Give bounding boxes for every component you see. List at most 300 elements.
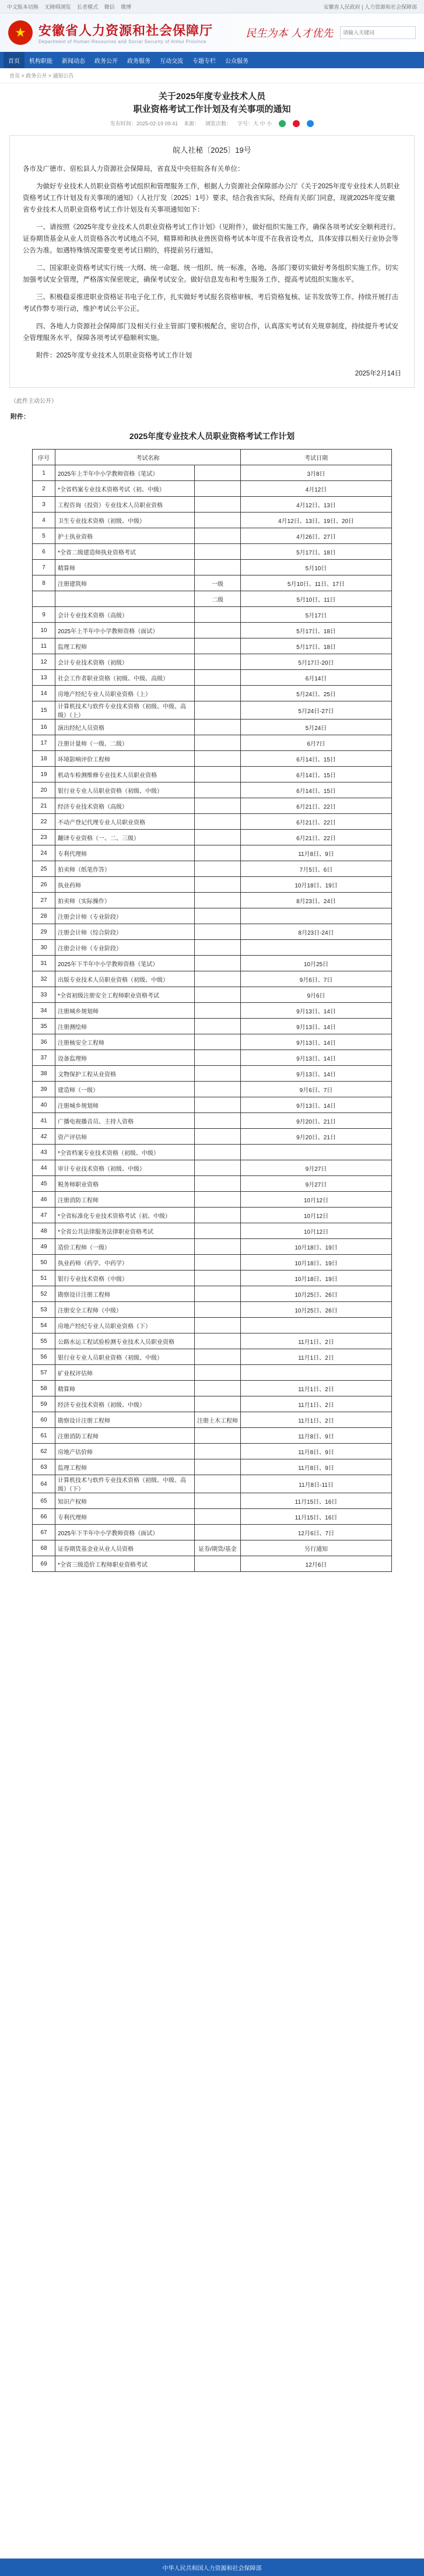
table-row (33, 497, 392, 513)
view-count: 浏览次数： (205, 121, 232, 127)
table-row (33, 1255, 392, 1271)
exam-date: 5月17日-20日 (241, 654, 392, 670)
row-number: 60 (33, 1412, 55, 1428)
exam-date: 9月20日、21日 (241, 1113, 392, 1129)
exam-name: 文物保护工程从业资格 (55, 1066, 195, 1082)
exam-sub-name (195, 560, 241, 575)
exam-sub-name (195, 1019, 241, 1034)
exam-sub-name (195, 845, 241, 861)
row-number: 64 (33, 1475, 55, 1493)
exam-date: 8月23日、24日 (241, 893, 392, 908)
topbar-link[interactable]: 微博 (121, 3, 132, 10)
row-number: 32 (33, 971, 55, 987)
exam-name: 会计专业技术资格（初级） (55, 654, 195, 670)
paragraph: 二、国家职业资格考试实行统一大纲、统一命题、统一组织、统一标准，各地、各部门要切实做好考务组织实施工作。切实加强考试安全管理，严格落实保密规定，确保考试安全。做好信息发布和考生服务工作，提高考试组织实施水平。 (23, 265, 398, 283)
row-number: 10 (33, 623, 55, 638)
exam-date: 11月8日、9日 (241, 1428, 392, 1444)
exam-date (241, 908, 392, 924)
table-row (33, 591, 392, 607)
row-number: 49 (33, 1239, 55, 1255)
row-number: 63 (33, 1459, 55, 1475)
exam-name: 注册消防工程师 (55, 1192, 195, 1208)
table-row (33, 1412, 392, 1428)
exam-sub-name (195, 528, 241, 544)
salutation: 各市及广德市、宿松县人力资源社会保障局，省直及中央驻皖各有关单位： (23, 166, 244, 173)
exam-name: *全省初级注册安全工程师职业资格考试 (55, 987, 195, 1003)
exam-sub-name (195, 987, 241, 1003)
exam-name: 注册核安全工程师 (55, 1034, 195, 1050)
exam-sub-name (195, 1365, 241, 1381)
exam-name: 精算师 (55, 560, 195, 575)
exam-sub-name (195, 877, 241, 893)
exam-date: 9月13日、14日 (241, 1019, 392, 1034)
exam-name: 翻译专业资格（一、二、三级） (55, 830, 195, 845)
exam-name: 注册会计师（综合阶段） (55, 924, 195, 940)
exam-date: 5月24日 (241, 720, 392, 735)
row-number: 42 (33, 1129, 55, 1145)
nav-item-news[interactable]: 新闻动态 (62, 58, 85, 65)
exam-name (55, 591, 195, 607)
exam-name: 计算机技术与软件专业技术资格（初级、中级、高级）（下） (55, 1475, 195, 1493)
exam-date: 11月8日、9日 (241, 845, 392, 861)
row-number: 9 (33, 607, 55, 623)
exam-name: 环境影响评价工程师 (55, 751, 195, 767)
exam-name: 社会工作者职业资格（初级、中级、高级） (55, 670, 195, 686)
table-row (33, 638, 392, 654)
table-row (33, 465, 392, 481)
exam-name: 演出经纪人员资格 (55, 720, 195, 735)
exam-date: 6月7日 (241, 735, 392, 751)
exam-date: 6月14日、15日 (241, 751, 392, 767)
exam-date: 4月26日、27日 (241, 528, 392, 544)
table-row (33, 575, 392, 591)
search-input[interactable] (340, 26, 416, 39)
exam-sub-name (195, 1459, 241, 1475)
exam-name: *全省档案专业技术资格（初级、中级） (55, 1145, 195, 1160)
exam-name: 专利代理师 (55, 845, 195, 861)
exam-sub-name (195, 893, 241, 908)
exam-sub-name (195, 497, 241, 513)
table-row (33, 654, 392, 670)
row-number: 7 (33, 560, 55, 575)
exam-sub-name (195, 1444, 241, 1459)
exam-name: 监理工程师 (55, 638, 195, 654)
topbar-link[interactable]: 微信 (104, 3, 115, 10)
row-number: 37 (33, 1050, 55, 1066)
row-number: 28 (33, 908, 55, 924)
exam-date: 5月10日 (241, 560, 392, 575)
row-number: 2 (33, 481, 55, 497)
exam-name: 税务师职业资格 (55, 1176, 195, 1192)
table-row (33, 1509, 392, 1525)
exam-date: 10月18日、19日 (241, 1271, 392, 1286)
exam-name: 注册会计师（专业阶段） (55, 940, 195, 956)
exam-sub-name (195, 1097, 241, 1113)
exam-date: 4月12日、13日、19日、20日 (241, 513, 392, 528)
article-meta (17, 120, 407, 127)
exam-date: 另行通知 (241, 1540, 392, 1556)
table-row (33, 735, 392, 751)
exam-sub-name (195, 782, 241, 798)
exam-sub-name (195, 1082, 241, 1097)
paragraph: 四、各地人力资源社会保障部门及相关行业主管部门要积极配合，密切合作，认真落实考试有关规章制度，持续提升考试安全管理服务水平，保障各项考试平稳顺利实施。 (23, 323, 398, 342)
document-number: 皖人社秘〔2025〕19号 (173, 146, 251, 155)
exam-name: 房地产经纪专业人员职业资格（上） (55, 686, 195, 701)
qq-share-icon[interactable] (307, 120, 314, 127)
exam-date: 4月12日 (241, 481, 392, 497)
exam-sub-name (195, 767, 241, 782)
exam-name: *全省标准化专业技术资格考试（初、中级） (55, 1208, 195, 1223)
table-row (33, 940, 392, 956)
exam-date: 10月18日、19日 (241, 1255, 392, 1271)
table-row (33, 1428, 392, 1444)
row-number: 30 (33, 940, 55, 956)
exam-sub-name (195, 1525, 241, 1540)
exam-date: 4月12日、13日 (241, 497, 392, 513)
exam-name: 出版专业技术人员职业资格（初级、中级） (55, 971, 195, 987)
exam-date: 7月5日、6日 (241, 861, 392, 877)
table-row (33, 908, 392, 924)
sign-date: 2025年2月14日 (355, 370, 401, 377)
row-number: 45 (33, 1176, 55, 1192)
exam-name: 矿业权评估师 (55, 1365, 195, 1381)
exam-date: 10月18日、19日 (241, 877, 392, 893)
table-row (33, 528, 392, 544)
row-number: 14 (33, 686, 55, 701)
row-number: 36 (33, 1034, 55, 1050)
table-row (33, 1333, 392, 1349)
row-number: 31 (33, 956, 55, 971)
exam-name: 注册测绘师 (55, 1019, 195, 1034)
exam-date (241, 1365, 392, 1381)
table-row (33, 720, 392, 735)
table-row (33, 1129, 392, 1145)
topbar-links (7, 3, 136, 10)
exam-name: 证券期货基金业从业人员资格 (55, 1540, 195, 1556)
exam-sub-name (195, 1493, 241, 1509)
exam-date: 5月24日、25日 (241, 686, 392, 701)
table-row (33, 1444, 392, 1459)
nav-item-topics[interactable]: 专题专栏 (192, 58, 216, 65)
exam-date: 9月6日、7日 (241, 1082, 392, 1097)
table-row (33, 1019, 392, 1034)
exam-sub-name: 证券/期货/基金 (195, 1540, 241, 1556)
row-number: 35 (33, 1019, 55, 1034)
row-number: 5 (33, 528, 55, 544)
wechat-share-icon[interactable] (279, 120, 286, 127)
table-row (33, 1493, 392, 1509)
column-header: 考试名称 (55, 450, 241, 465)
exam-date: 12月6日、7日 (241, 1525, 392, 1540)
attachment-link[interactable]: 附件：2025年度专业技术人员职业资格考试工作计划 (36, 352, 192, 359)
exam-date: 5月10日、11日、17日 (241, 575, 392, 591)
table-row (33, 560, 392, 575)
row-number: 16 (33, 720, 55, 735)
exam-name: 注册计量师（一级、二级） (55, 735, 195, 751)
exam-sub-name (195, 686, 241, 701)
exam-date (241, 940, 392, 956)
exam-name: 经济专业技术资格（高级） (55, 798, 195, 814)
table-row (33, 1050, 392, 1066)
table-row (33, 1396, 392, 1412)
exam-name: 卫生专业技术资格（初级、中级） (55, 513, 195, 528)
row-number: 39 (33, 1082, 55, 1097)
nav-item-interaction[interactable]: 互动交流 (160, 58, 183, 65)
table-row (33, 1365, 392, 1381)
row-number: 48 (33, 1223, 55, 1239)
exam-name: 注册消防工程师 (55, 1428, 195, 1444)
main-nav (0, 52, 424, 68)
article-header (0, 83, 424, 129)
exam-name: 勘察设计注册工程师 (55, 1286, 195, 1302)
exam-name: 银行业专业人员职业资格（初级、中级） (55, 782, 195, 798)
exam-sub-name (195, 720, 241, 735)
exam-name: 2025年上半年中小学教师资格（面试） (55, 623, 195, 638)
exam-date: 11月1日、2日 (241, 1381, 392, 1396)
row-number: 22 (33, 814, 55, 830)
exam-date: 6月21日、22日 (241, 814, 392, 830)
exam-name: *全省二级建造师执业资格考试 (55, 544, 195, 560)
row-number: 26 (33, 877, 55, 893)
exam-sub-name (195, 670, 241, 686)
exam-sub-name (195, 1475, 241, 1493)
exam-sub-name (195, 623, 241, 638)
exam-date: 9月13日、14日 (241, 1097, 392, 1113)
exam-name: 计算机技术与软件专业技术资格（初级、中级、高级）（上） (55, 701, 195, 720)
exam-sub-name (195, 1066, 241, 1082)
article-title-line2: 职业资格考试工作计划及有关事项的通知 (133, 104, 291, 114)
exam-sub-name (195, 654, 241, 670)
row-number: 4 (33, 513, 55, 528)
exam-date: 3月8日 (241, 465, 392, 481)
exam-date: 9月6日、7日 (241, 971, 392, 987)
exam-date: 9月13日、14日 (241, 1050, 392, 1066)
exam-name: 拍卖师（纸笔作答） (55, 861, 195, 877)
exam-name: 2025年下半年中小学教师资格（笔试） (55, 956, 195, 971)
exam-name: 知识产权师 (55, 1493, 195, 1509)
table-row (33, 481, 392, 497)
exam-name: 注册会计师（专业阶段） (55, 908, 195, 924)
exam-sub-name (195, 1160, 241, 1176)
table-row (33, 1286, 392, 1302)
topbar-link[interactable]: 无障碍浏览 (44, 3, 71, 10)
column-header: 序号 (33, 450, 55, 465)
attachment-label: 附件： (10, 413, 30, 420)
row-number: 62 (33, 1444, 55, 1459)
exam-sub-name (195, 1239, 241, 1255)
exam-name: *全省公共法律服务法律职业资格考试 (55, 1223, 195, 1239)
exam-date: 9月13日、14日 (241, 1003, 392, 1019)
exam-name: 公路水运工程试验检测专业技术人员职业资格 (55, 1333, 195, 1349)
table-row (33, 1160, 392, 1176)
table-row (33, 877, 392, 893)
row-number: 46 (33, 1192, 55, 1208)
table-row (33, 1381, 392, 1396)
exam-sub-name (195, 1050, 241, 1066)
exam-sub-name (195, 1381, 241, 1396)
exam-sub-name (195, 1034, 241, 1050)
exam-sub-name (195, 701, 241, 720)
table-row (33, 1034, 392, 1050)
article-title-line1: 关于2025年度专业技术人员 (158, 92, 266, 101)
table-row (33, 830, 392, 845)
table-row (33, 956, 392, 971)
column-header: 考试日期 (241, 450, 392, 465)
exam-name: 2025年下半年中小学教师资格（面试） (55, 1525, 195, 1540)
weibo-share-icon[interactable] (293, 120, 300, 127)
row-number: 61 (33, 1428, 55, 1444)
row-number: 17 (33, 735, 55, 751)
nav-item-home[interactable]: 首页 (3, 52, 24, 68)
document-body (9, 135, 415, 388)
paragraph: 三、积极稳妥推进职业资格证书电子化工作，扎实做好考试报名资格审核、考后资格复核、证书发放等工作。持续开展打击考试作弊专项行动，维护考试公平公正。 (23, 294, 398, 313)
exam-name: 广播电视播音员、主持人资格 (55, 1113, 195, 1129)
exam-sub-name (195, 465, 241, 481)
nav-item-open-gov[interactable]: 政务公开 (94, 58, 118, 65)
exam-date: 11月1日、2日 (241, 1396, 392, 1412)
table-row (33, 971, 392, 987)
exam-date: 9月20日、21日 (241, 1129, 392, 1145)
row-number: 23 (33, 830, 55, 845)
exam-name: 机动车检测维修专业技术人员职业资格 (55, 767, 195, 782)
row-number: 50 (33, 1255, 55, 1271)
table-row (33, 1556, 392, 1572)
breadcrumb[interactable]: 首页 > 政务公开 > 通知公告 (0, 68, 424, 83)
exam-sub-name: 注册土木工程师 (195, 1412, 241, 1428)
table-row (33, 544, 392, 560)
table-row (33, 686, 392, 701)
exam-name: 2025年上半年中小学教师资格（笔试） (55, 465, 195, 481)
exam-sub-name (195, 513, 241, 528)
table-row (33, 987, 392, 1003)
table-row (33, 607, 392, 623)
exam-name: 执业药师（药学、中药学） (55, 1255, 195, 1271)
exam-sub-name (195, 751, 241, 767)
exam-name: *全省三级造价工程师职业资格考试 (55, 1556, 195, 1572)
exam-date: 5月17日、18日 (241, 623, 392, 638)
exam-name: 专利代理师 (55, 1509, 195, 1525)
table-row (33, 814, 392, 830)
exam-sub-name (195, 798, 241, 814)
table-row (33, 1003, 392, 1019)
row-number: 24 (33, 845, 55, 861)
nav-item-institution[interactable]: 机构职能 (29, 58, 52, 65)
exam-date: 6月21日、22日 (241, 830, 392, 845)
nav-item-public[interactable]: 公众服务 (225, 58, 248, 65)
exam-date: 6月14日、15日 (241, 767, 392, 782)
exam-date: 5月10日、11日 (241, 591, 392, 607)
exam-sub-name (195, 814, 241, 830)
exam-date: 6月21日、22日 (241, 798, 392, 814)
table-row (33, 924, 392, 940)
exam-sub-name (195, 481, 241, 497)
row-number: 18 (33, 751, 55, 767)
site-title[interactable]: 安徽省人力资源和社会保障厅 (38, 23, 213, 38)
table-row (33, 1349, 392, 1365)
exam-name: 银行业专业人员职业资格（初级、中级） (55, 1349, 195, 1365)
table-row (33, 1525, 392, 1540)
exam-name: 建造师（一级） (55, 1082, 195, 1097)
exam-name: 造价工程师（一级） (55, 1239, 195, 1255)
paragraph: 一、请按照《2025年度专业技术人员职业资格考试工作计划》（见附件），做好组织实施工作，确保各项考试安全顺利进行。证券期货基金从业人员资格各次考试地点不同，精算师和执业兽医资格考试本年度不在我省设考点，具体安排以相关行业协会等公告为准。如遇特殊情况需要变更考试日期的，将提前另行通知。 (23, 224, 400, 254)
national-emblem-icon: ★ (8, 20, 33, 45)
row-number: 29 (33, 924, 55, 940)
table-row (33, 1239, 392, 1255)
site-slogan: 民生为本 人才优先 (246, 27, 333, 40)
row-number: 38 (33, 1066, 55, 1082)
exam-name: 房地产估价师 (55, 1444, 195, 1459)
exam-name: 设备监理师 (55, 1050, 195, 1066)
exam-date: 10月12日 (241, 1192, 392, 1208)
exam-sub-name (195, 1271, 241, 1286)
font-size-control[interactable]: 字号：大 中 小 (237, 121, 272, 127)
exam-sub-name (195, 908, 241, 924)
exam-date: 9月27日 (241, 1176, 392, 1192)
row-number: 69 (33, 1556, 55, 1572)
exam-sub-name (195, 1113, 241, 1129)
site-subtitle: Department of Human Resources and Social Security of Anhui Province (38, 39, 206, 44)
row-number: 57 (33, 1365, 55, 1381)
exam-name: 工程咨询（投资）专业技术人员职业资格 (55, 497, 195, 513)
table-row (33, 1208, 392, 1223)
nav-item-services[interactable]: 政务服务 (127, 58, 150, 65)
topbar-link[interactable]: 中文版本切换 (7, 3, 39, 10)
table-row (33, 623, 392, 638)
site-footer: 中华人民共和国人力资源和社会保障部 (0, 2559, 424, 2576)
exam-sub-name (195, 1176, 241, 1192)
row-number: 68 (33, 1540, 55, 1556)
row-number: 11 (33, 638, 55, 654)
row-number: 3 (33, 497, 55, 513)
source: 来源： (184, 121, 200, 127)
row-number: 66 (33, 1509, 55, 1525)
table-row (33, 1540, 392, 1556)
exam-date: 6月14日 (241, 670, 392, 686)
exam-date: 5月24日-27日 (241, 701, 392, 720)
row-number: 58 (33, 1381, 55, 1396)
exam-date: 10月25日、26日 (241, 1302, 392, 1318)
table-row (33, 751, 392, 767)
table-row (33, 798, 392, 814)
publish-date: 发布时间：2025-02-19 09:41 (110, 121, 178, 127)
exam-name: 执业药师 (55, 877, 195, 893)
exam-sub-name (195, 1145, 241, 1160)
top-utility-bar (0, 0, 424, 13)
exam-sub-name (195, 1192, 241, 1208)
exam-sub-name (195, 1208, 241, 1223)
exam-sub-name (195, 1302, 241, 1318)
exam-name: 精算师 (55, 1381, 195, 1396)
exam-sub-name (195, 1333, 241, 1349)
row-number: 40 (33, 1097, 55, 1113)
row-number: 25 (33, 861, 55, 877)
exam-sub-name (195, 1003, 241, 1019)
table-row (33, 1302, 392, 1318)
row-number: 54 (33, 1318, 55, 1333)
exam-date: 10月25日、26日 (241, 1286, 392, 1302)
exam-name: 审计专业技术资格（初级、中级） (55, 1160, 195, 1176)
exam-plan-table (32, 449, 392, 1572)
exam-sub-name (195, 1428, 241, 1444)
topbar-link[interactable]: 长者模式 (77, 3, 99, 10)
exam-name: 资产评估师 (55, 1129, 195, 1145)
table-row (33, 767, 392, 782)
exam-date: 11月1日、2日 (241, 1412, 392, 1428)
exam-sub-name (195, 1509, 241, 1525)
topbar-right[interactable]: 安徽省人民政府 | 人力资源和社会保障部 (323, 3, 417, 10)
attachment-title: 2025年度专业技术人员职业资格考试工作计划 (129, 431, 295, 441)
table-row (33, 845, 392, 861)
